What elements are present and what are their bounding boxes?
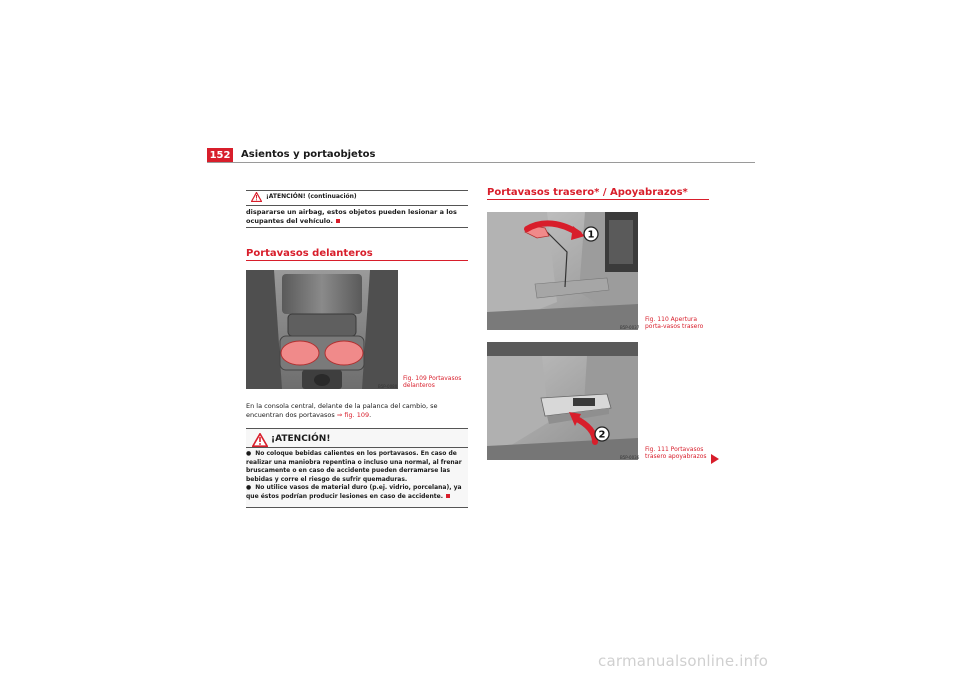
figure-110-caption: Fig. 110 Apertura porta-vasos trasero — [645, 316, 704, 330]
warning-triangle-icon — [252, 433, 268, 447]
front-console-illustration — [246, 270, 398, 389]
figure-109-caption: Fig. 109 Portavasos delanteros — [403, 375, 462, 389]
warning-triangle-icon — [251, 192, 262, 202]
running-title: Asientos y portaobjetos — [241, 149, 376, 160]
bullet-icon: ● — [246, 484, 252, 492]
rear-armrest-illustration — [487, 342, 638, 460]
callout-1: 1 — [587, 229, 595, 241]
warning-title: ¡ATENCIÓN! — [271, 434, 331, 444]
warning-continued-label: ¡ATENCIÓN! (continuación) — [266, 193, 357, 200]
front-cupholder-paragraph: En la consola central, delante de la palanca del cambio, se encuentran dos portavasos ⇒ fig. 109. — [246, 402, 438, 419]
callout-2: 2 — [598, 429, 606, 441]
figure-111-code: B5P-0036 — [620, 455, 640, 460]
warning-separator — [246, 447, 468, 448]
rear-seat-illustration — [487, 212, 638, 330]
end-mark-icon — [336, 219, 340, 223]
end-mark-icon — [446, 494, 450, 498]
warning-box — [246, 428, 468, 508]
figure-109-code: B5P-0080 — [378, 384, 398, 389]
figure-111-rear-armrest-cupholder — [487, 342, 638, 460]
page-number: 152 — [207, 148, 233, 163]
next-page-arrow-icon[interactable] — [711, 454, 719, 464]
warning-continued-bar — [246, 190, 468, 206]
warning-continued-box — [246, 190, 468, 228]
section-heading-rear: Portavasos trasero* / Apoyabrazos* — [487, 187, 709, 200]
section-heading-front: Portavasos delanteros — [246, 248, 468, 261]
warning-continued-text: dispararse un airbag, estos objetos pueden lesionar a los ocupantes del vehículo. — [246, 208, 457, 225]
figure-110-rear-cupholder-opening — [487, 212, 638, 330]
list-item: ● No coloque bebidas calientes en los portavasos. En caso de realizar una maniobra repentina o incluso una normal, al frenar bruscamente o en caso de accidente pueden derramarse las bebidas y corre el riesgo de sufrir quemaduras. — [246, 450, 462, 483]
figure-109-front-cupholders — [246, 270, 398, 389]
warning-list — [246, 450, 466, 502]
figure-reference-link[interactable]: ⇒ fig. 109 — [336, 411, 370, 419]
list-item: ● No utilice vasos de material duro (p.ej. vidrio, porcelana), ya que éstos podrían producir lesiones en caso de accidente. — [246, 484, 462, 500]
watermark: carmanualsonline.info — [598, 652, 769, 670]
figure-110-code: B5P-0037 — [620, 325, 640, 330]
header-rule — [207, 162, 755, 163]
figure-111-caption: Fig. 111 Portavasos trasero apoyabrazos — [645, 446, 707, 460]
bullet-icon: ● — [246, 450, 252, 457]
